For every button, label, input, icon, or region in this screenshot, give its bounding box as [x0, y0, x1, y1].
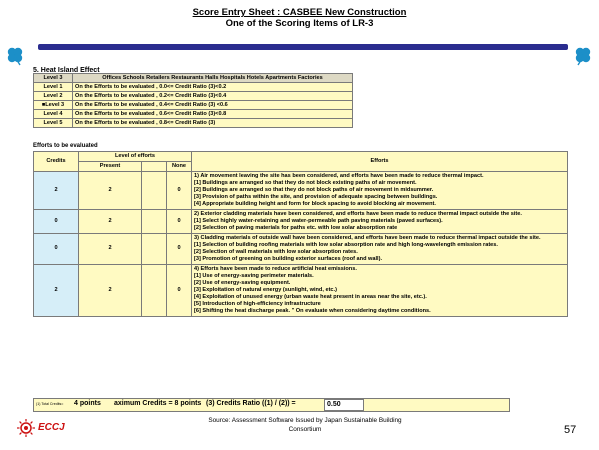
- credit-value[interactable]: 0: [34, 233, 79, 264]
- effort-row: [34, 233, 568, 264]
- efforts-header-row: [34, 152, 568, 162]
- level-criterion: On the Efforts to be evaluated , 0.4<= Credit Ratio (3) <0.6: [73, 101, 353, 110]
- page-number: 57: [564, 424, 577, 436]
- source-line: Source: Assessment Software Issued by Japan Sustainable Building: [208, 417, 402, 424]
- present-header: Present: [79, 162, 142, 172]
- effort-line: [5] Introduction of high-efficiency infrastructure: [194, 300, 321, 307]
- total-credits-label: (1) Total Credits=: [36, 402, 64, 406]
- level-label: Level 4: [34, 110, 73, 119]
- none-header: None: [167, 162, 192, 172]
- effort-row: [34, 209, 568, 233]
- level-row: [34, 119, 353, 128]
- efforts-header: Efforts: [192, 152, 568, 172]
- none-value: 0: [167, 172, 192, 210]
- effort-line: [1] Selection of building roofing materials with low solar absorption rate and high long-wavelength emission rates.: [194, 241, 498, 248]
- section-title: 5. Heat Island Effect: [33, 67, 100, 74]
- credits-ratio-label: (3) Credits Ratio ((1) / (2)) =: [206, 400, 296, 407]
- credits-ratio-box: [324, 399, 364, 411]
- effort-line: [3] Provision of paths within the site, and provision of adequate spacing between buildings.: [194, 193, 438, 200]
- eccj-logo: [16, 418, 76, 438]
- blank-cell: [142, 233, 167, 264]
- blank-header: [142, 162, 167, 172]
- effort-line: 1) Air movement leaving the site has been considered, and efforts have been made to reduce thermal impact.: [194, 173, 484, 179]
- present-value: 2: [79, 172, 142, 210]
- efforts-table: [33, 151, 568, 317]
- source-note: [160, 417, 450, 434]
- blank-cell: [142, 172, 167, 210]
- effort-description: [192, 209, 568, 233]
- page-subtitle: One of the Scoring Items of LR-3: [225, 18, 374, 29]
- effort-line: [4] Exploitation of unused energy (urban waste heat present in areas near the site, etc.).: [194, 293, 427, 300]
- effort-row: [34, 264, 568, 316]
- none-value: 0: [167, 209, 192, 233]
- effort-line: [4] Appropriate building height and form for block spacing to avoid blocking air movement.: [194, 200, 436, 207]
- effort-line: [2] Use of energy-saving equipment.: [194, 279, 291, 286]
- credits-ratio-value: 0.50: [327, 401, 341, 408]
- effort-description: [192, 264, 568, 316]
- blank-cell: [142, 264, 167, 316]
- level-row: [34, 92, 353, 101]
- total-credits-value: 4 points: [74, 400, 101, 407]
- level-criterion: On the Efforts to be evaluated , 0.8<= Credit Ratio (3): [73, 119, 353, 128]
- effort-line: [1] Select highly water-retaining and water-permeable path paving materials (paved surfaces).: [194, 217, 443, 224]
- level-row: [34, 83, 353, 92]
- credit-value[interactable]: 2: [34, 264, 79, 316]
- effort-line: [1] Use of energy-saving perimeter materials.: [194, 272, 314, 279]
- max-credits: aximum Credits = 8 points: [114, 400, 202, 407]
- header-rule: [38, 44, 568, 50]
- source-line: Consortium: [288, 425, 322, 433]
- levels-table: [33, 73, 353, 128]
- summary-bar: [33, 398, 510, 412]
- level-label: Level 5: [34, 119, 73, 128]
- levels-header-row: [34, 74, 353, 83]
- effort-line: 3) Cladding materials of outside wall have been considered, and efforts have been made to reduce thermal impact outside the site.: [194, 234, 541, 241]
- level-criterion: On the Efforts to be evaluated , 0.2<= Credit Ratio (3)<0.4: [73, 92, 353, 101]
- clover-icon: [572, 44, 594, 66]
- effort-row: [34, 172, 568, 210]
- level-criterion: On the Efforts to be evaluated , 0.0<= Credit Ratio (3)<0.2: [73, 83, 353, 92]
- effort-line: [6] Shifting the heat discharge peak. " On evaluate when considering daytime conditions.: [194, 307, 431, 314]
- effort-line: [2] Selection of wall materials with low solar absorption rates.: [194, 248, 358, 255]
- level-of-efforts-header: Level of efforts: [79, 152, 192, 162]
- credits-header: Credits: [34, 152, 79, 172]
- effort-line: 4) Efforts have been made to reduce artificial heat emissions.: [194, 265, 357, 272]
- effort-description: [192, 172, 568, 210]
- effort-line: 2) Exterior cladding materials have been considered, and efforts have been made to reduce thermal impact outside the site.: [194, 210, 522, 217]
- present-value: 2: [79, 233, 142, 264]
- levels-header-label: Level 3: [34, 74, 73, 83]
- effort-line: [2] Buildings are arranged so that they do not block paths of air movement in midsummer.: [194, 186, 434, 193]
- page-title: Score Entry Sheet : CASBEE New Construction: [192, 7, 407, 18]
- effort-description: [192, 233, 568, 264]
- blank-cell: [142, 209, 167, 233]
- level-row-selected: [34, 101, 353, 110]
- clover-icon: [4, 44, 26, 66]
- none-value: 0: [167, 264, 192, 316]
- present-value: 2: [79, 264, 142, 316]
- level-label: ■Level 3: [34, 101, 73, 110]
- present-value: 2: [79, 209, 142, 233]
- none-value: 0: [167, 233, 192, 264]
- levels-header-text: Offices Schools Retailers Restaurants Halls Hospitals Hotels Apartments Factories: [73, 74, 353, 83]
- effort-line: [3] Exploitation of natural energy (sunlight, wind, etc.): [194, 286, 337, 293]
- effort-line: [1] Buildings are arranged so that they do not block existing paths of air movement.: [194, 179, 417, 186]
- credit-value[interactable]: 2: [34, 172, 79, 210]
- level-criterion: On the Efforts to be evaluated , 0.6<= Credit Ratio (3)<0.8: [73, 110, 353, 119]
- effort-line: [2] Selection of paving materials for paths etc. with low solar absorption rate: [194, 224, 398, 231]
- effort-line: [3] Promotion of greening on building exterior surfaces (roof and wall).: [194, 255, 383, 262]
- credit-value[interactable]: 0: [34, 209, 79, 233]
- level-row: [34, 110, 353, 119]
- logo-text: ECCJ: [38, 422, 65, 433]
- efforts-title: Efforts to be evaluated: [33, 143, 98, 149]
- level-label: Level 2: [34, 92, 73, 101]
- level-label: Level 1: [34, 83, 73, 92]
